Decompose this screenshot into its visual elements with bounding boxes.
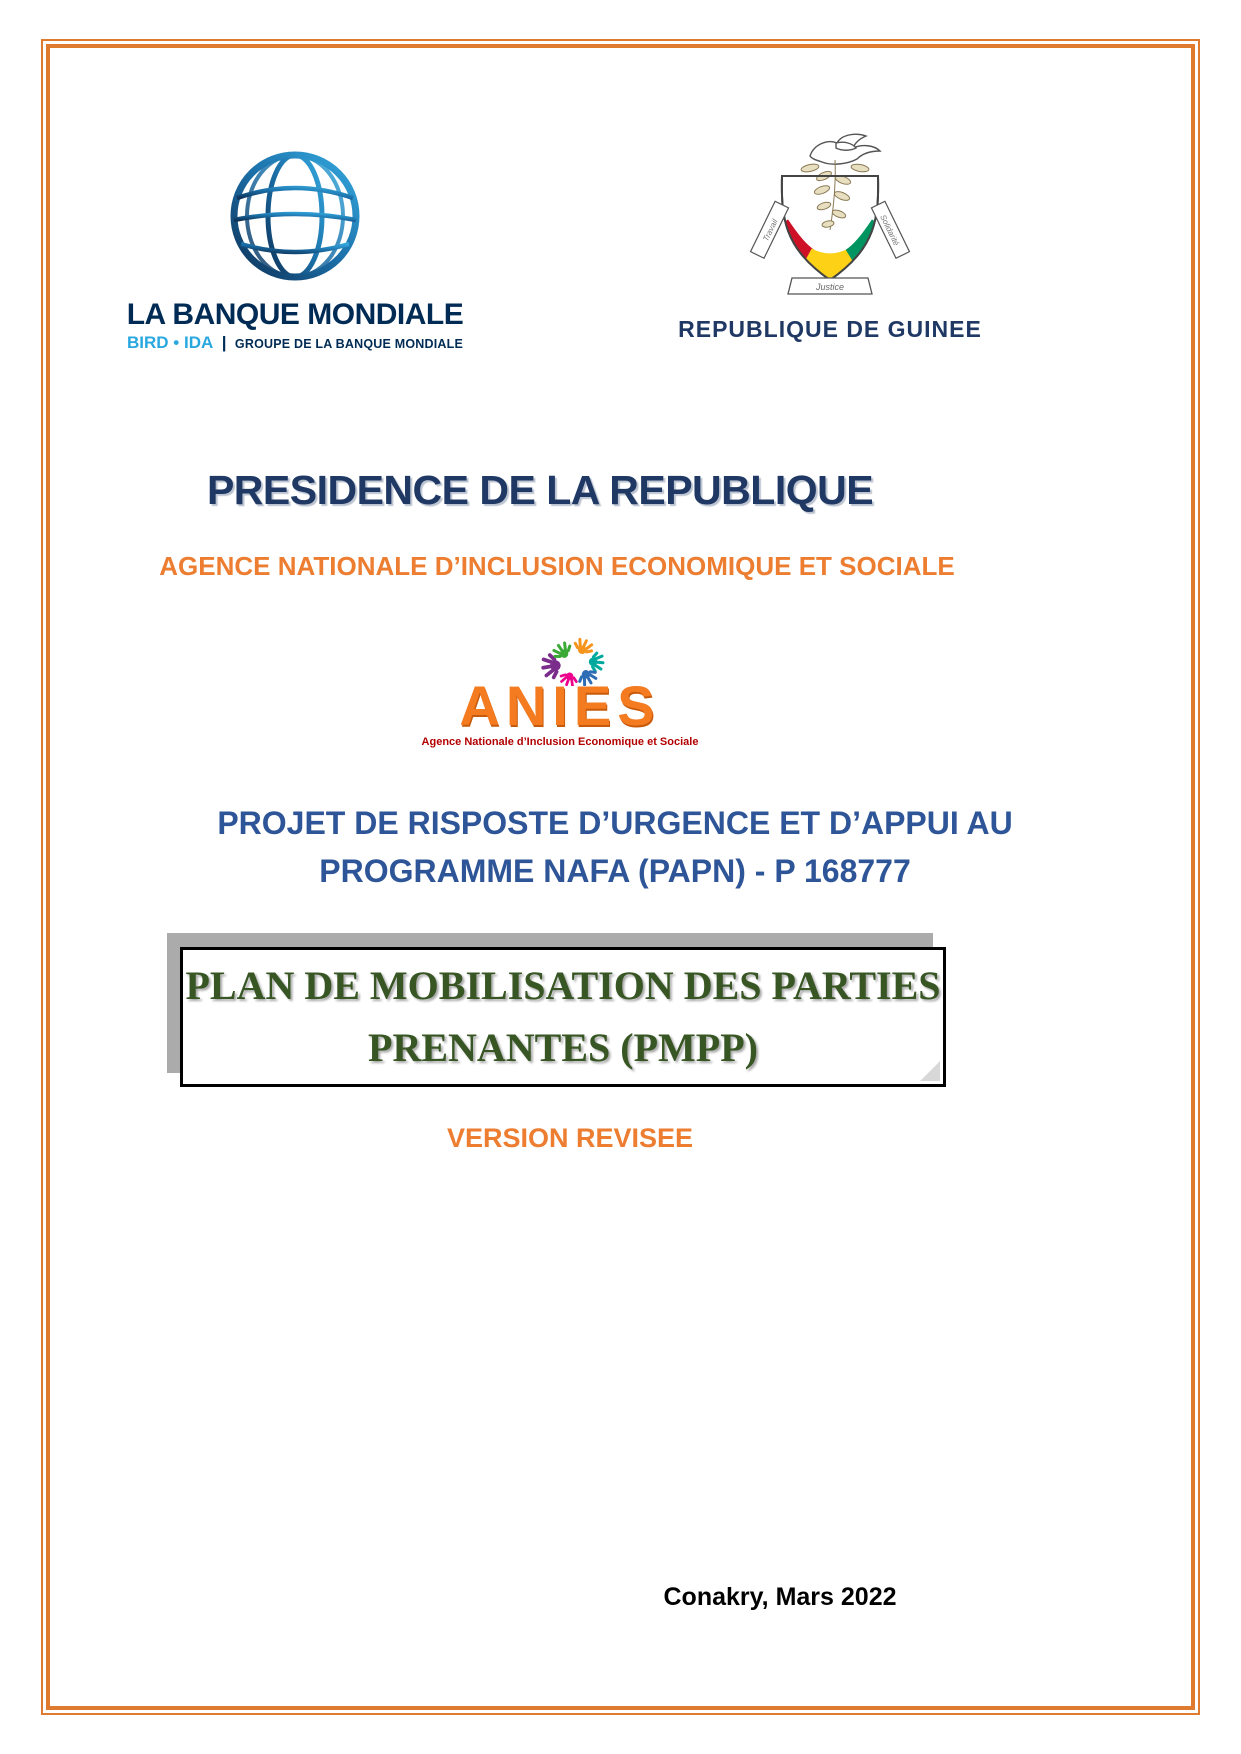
guinea-motto-travail: Travail [761,217,780,243]
project-title [110,799,1120,895]
world-bank-globe-icon [215,138,375,296]
world-bank-group-label: GROUPE DE LA BANQUE MONDIALE [234,337,463,351]
guinea-motto-justice: Justice [815,282,845,292]
world-bank-logo [120,138,470,353]
world-bank-title: LA BANQUE MONDIALE [126,298,464,331]
page-curl-icon [920,1061,940,1081]
agency-title: AGENCE NATIONALE D’INCLUSION ECONOMIQUE ET SOCIALE [159,551,955,581]
plan-title-box [180,947,946,1087]
guinea-motto-solidarite: Solidarité [878,213,901,248]
world-bank-subtitle-divider: | [221,333,227,352]
guinea-coat-of-arms-icon [730,130,930,312]
world-bank-bird-ida-label: BIRD • IDA [127,333,214,352]
plan-title-line1: PLAN DE MOBILISATION DES PARTIES [185,963,941,1008]
project-title-line2: PROGRAMME NAFA (PAPN) - P 168777 [319,853,911,889]
place-date-label: Conakry, Mars 2022 [663,1583,897,1611]
anies-acronym: ANIES [459,674,661,737]
plan-title-line2: PRENANTES (PMPP) [368,1025,758,1070]
anies-caption: Agence Nationale d’Inclusion Economique et Sociale [421,736,699,748]
guinea-country-label: REPUBLIQUE DE GUINEE [678,316,982,342]
version-label: VERSION REVISEE [446,1123,694,1153]
anies-logo [415,636,705,748]
presidency-title: PRESIDENCE DE LA REPUBLIQUE [206,467,874,513]
project-title-line1: PROJET DE RISPOSTE D’URGENCE ET D’APPUI AU [217,805,1013,841]
world-bank-subtitle [120,333,470,353]
guinea-emblem-block [660,130,1000,343]
